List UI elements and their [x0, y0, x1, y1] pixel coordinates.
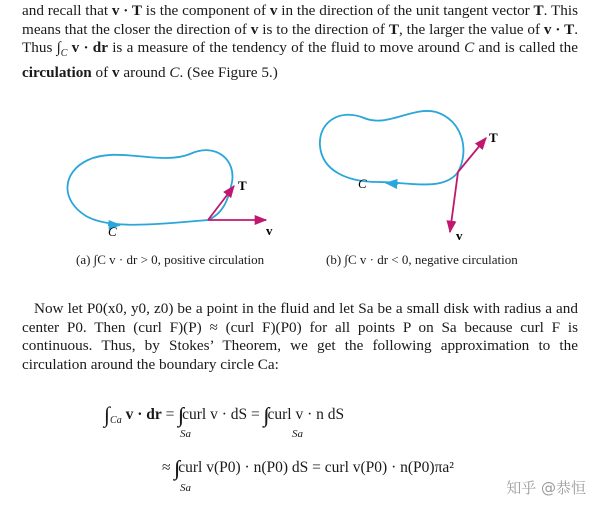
surface-subscript-3: Sa	[180, 482, 191, 494]
circulation-figure	[0, 98, 600, 278]
left-tangent-label: T	[238, 178, 247, 193]
right-vector-label: v	[456, 228, 463, 243]
caption-negative-circulation: (b) ∫C v · dr < 0, negative circulation	[326, 252, 518, 267]
right-field-vector	[450, 172, 458, 232]
stokes-paragraph: Now let P0(x0, y0, z0) be a point in the fluid and let Sa be a small disk with radius a and center P0. Then (curl F)(P) ≈ (curl F)(P0) for all points P on Sa because curl F is continuous. Thus, by Stokes’ Theorem, we get the following approximation to the circulation around the boundary circle Ca:	[22, 300, 578, 373]
right-curve-label: C	[358, 176, 367, 191]
watermark: 知乎 @恭恒	[506, 479, 586, 497]
left-closed-curve	[67, 150, 232, 225]
left-curve-label: C	[108, 224, 117, 239]
surface-subscript-2: Sa	[292, 428, 303, 440]
equation-line-2: ≈ curl v(P0) · n(P0) dS = curl v(P0) · n(P0)πa²	[162, 459, 454, 476]
right-closed-curve	[320, 111, 464, 185]
intro-paragraph: and recall that v · T is the component of v in the direction of the unit tangent vector T. This means that the closer the direction of v is to the direction of T, the larger the value of v · T. Thus $\int_C$ v · dr is a measure of the tendency of the fluid to move around C and is called the circulation of v around C. (See Figure 5.)	[22, 2, 579, 81]
equation-line-1: $\int_{Ca}$ v · dr = curl v · dS = curl v · n dS	[104, 402, 345, 427]
surface-subscript-1: Sa	[180, 428, 191, 440]
caption-positive-circulation: (a) ∫C v · dr > 0, positive circulation	[76, 252, 265, 267]
left-tangent-vector	[208, 186, 234, 220]
left-vector-label: v	[266, 223, 273, 238]
right-tangent-label: T	[489, 130, 498, 145]
right-curve-direction-arrow	[386, 183, 398, 184]
